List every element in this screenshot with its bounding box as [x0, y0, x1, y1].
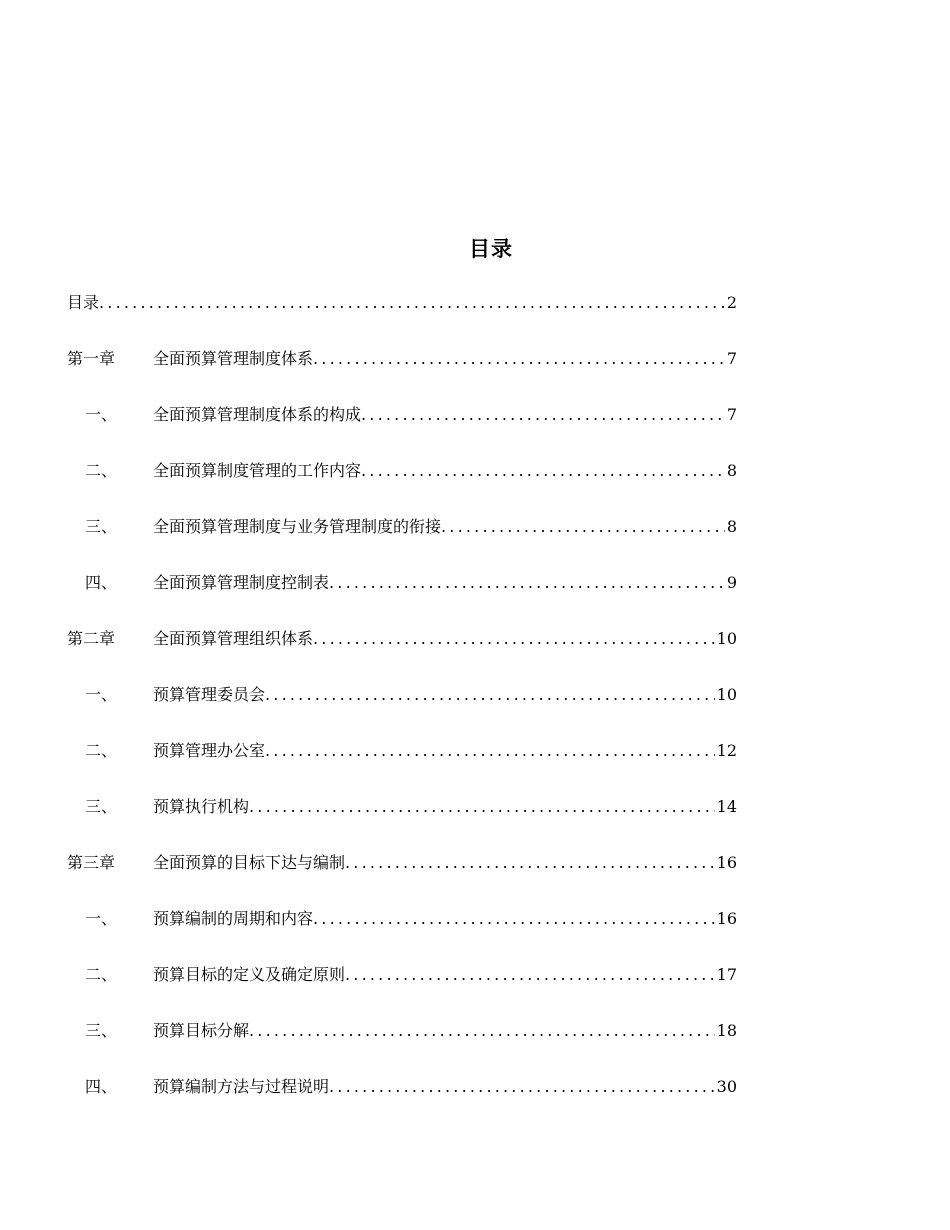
toc-page-number: 9 — [726, 573, 737, 592]
toc-entry-text: 全面预算管理制度体系的构成 — [153, 405, 362, 424]
toc-entry-text: 全面预算管理制度控制表 — [153, 573, 330, 592]
toc-dot-leader — [249, 792, 715, 822]
table-of-contents — [67, 288, 737, 1128]
toc-dot-leader — [361, 400, 725, 430]
toc-page-number: 10 — [716, 629, 737, 648]
toc-entry[interactable] — [67, 904, 737, 960]
toc-entry[interactable] — [67, 680, 737, 736]
toc-section-number: 二、 — [85, 461, 118, 480]
toc-entry-text: 全面预算管理组织体系 — [153, 629, 314, 648]
toc-entry[interactable] — [67, 512, 737, 568]
toc-page-number: 18 — [716, 1021, 737, 1040]
toc-page-number: 16 — [716, 853, 737, 872]
toc-entry-text: 预算管理委员会 — [153, 685, 266, 704]
toc-dot-leader — [99, 288, 725, 318]
toc-entry[interactable] — [67, 456, 737, 512]
toc-dot-leader — [313, 624, 715, 654]
toc-entry[interactable] — [67, 288, 737, 344]
toc-section-number: 四、 — [85, 573, 118, 592]
toc-entry[interactable] — [67, 624, 737, 680]
toc-page-number: 8 — [726, 517, 737, 536]
toc-page-number: 8 — [726, 461, 737, 480]
toc-section-number: 二、 — [85, 741, 118, 760]
toc-page-number: 12 — [716, 741, 737, 760]
toc-chapter-number: 第三章 — [67, 853, 116, 872]
toc-dot-leader — [313, 344, 725, 374]
toc-page-number: 7 — [726, 349, 737, 368]
toc-entry[interactable] — [67, 400, 737, 456]
toc-entry[interactable] — [67, 848, 737, 904]
toc-dot-leader — [345, 848, 715, 878]
toc-section-number: 二、 — [85, 965, 118, 984]
toc-entry[interactable] — [67, 736, 737, 792]
toc-entry-text: 目录 — [67, 293, 100, 312]
toc-page-number: 2 — [726, 293, 737, 312]
toc-entry[interactable] — [67, 960, 737, 1016]
toc-dot-leader — [265, 736, 715, 766]
toc-entry-text: 全面预算管理制度与业务管理制度的衔接 — [153, 517, 442, 536]
toc-dot-leader — [249, 1016, 715, 1046]
toc-entry[interactable] — [67, 1016, 737, 1072]
toc-section-number: 一、 — [85, 909, 118, 928]
toc-dot-leader — [313, 904, 715, 934]
toc-section-number: 一、 — [85, 685, 118, 704]
toc-dot-leader — [441, 512, 725, 542]
toc-page-number: 14 — [716, 797, 737, 816]
toc-page-number: 17 — [716, 965, 737, 984]
toc-entry-text: 全面预算管理制度体系 — [153, 349, 314, 368]
toc-page-number: 7 — [726, 405, 737, 424]
toc-section-number: 三、 — [85, 517, 118, 536]
toc-chapter-number: 第二章 — [67, 629, 116, 648]
toc-entry-text: 预算目标分解 — [153, 1021, 250, 1040]
toc-entry[interactable] — [67, 792, 737, 848]
toc-section-number: 三、 — [85, 797, 118, 816]
toc-section-number: 四、 — [85, 1077, 118, 1096]
toc-dot-leader — [361, 456, 725, 486]
toc-page-number: 10 — [716, 685, 737, 704]
toc-entry[interactable] — [67, 1072, 737, 1128]
toc-entry[interactable] — [67, 568, 737, 624]
toc-entry-text: 预算编制的周期和内容 — [153, 909, 314, 928]
toc-dot-leader — [265, 680, 715, 710]
toc-title: 目录 — [469, 237, 513, 261]
toc-entry-text: 预算目标的定义及确定原则 — [153, 965, 346, 984]
toc-dot-leader — [345, 960, 715, 990]
toc-entry-text: 预算管理办公室 — [153, 741, 266, 760]
toc-chapter-number: 第一章 — [67, 349, 116, 368]
toc-entry[interactable] — [67, 344, 737, 400]
toc-entry-text: 全面预算的目标下达与编制 — [153, 853, 346, 872]
toc-page-number: 30 — [716, 1077, 737, 1096]
toc-section-number: 一、 — [85, 405, 118, 424]
toc-entry-text: 全面预算制度管理的工作内容 — [153, 461, 362, 480]
toc-dot-leader — [329, 1072, 715, 1102]
toc-entry-text: 预算编制方法与过程说明 — [153, 1077, 330, 1096]
toc-page-number: 16 — [716, 909, 737, 928]
toc-section-number: 三、 — [85, 1021, 118, 1040]
toc-dot-leader — [329, 568, 725, 598]
toc-entry-text: 预算执行机构 — [153, 797, 250, 816]
